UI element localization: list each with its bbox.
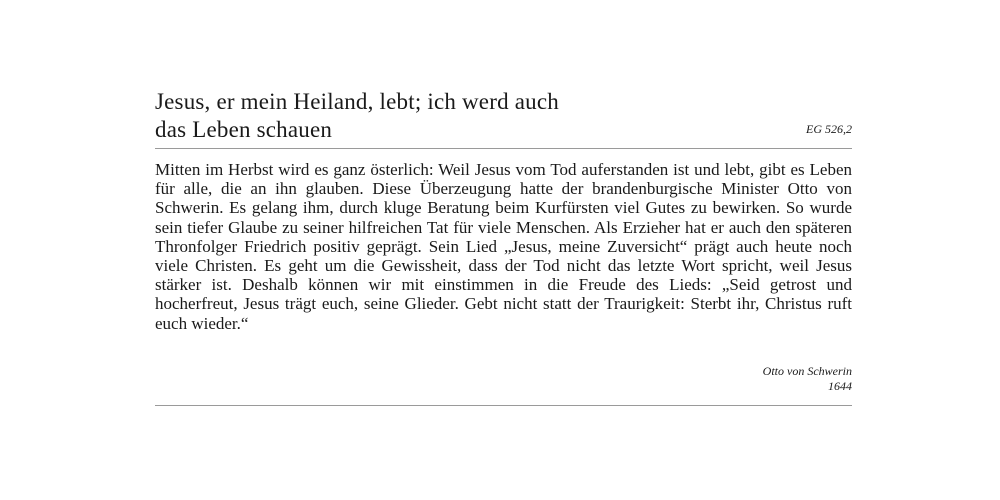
author-name: Otto von Schwerin (762, 363, 852, 378)
attribution (155, 364, 852, 394)
hymn-title-line-1: Jesus, er mein Heiland, lebt; ich werd auch (155, 89, 559, 114)
hymn-title (155, 88, 595, 144)
devotional-page (155, 88, 852, 406)
top-divider (155, 148, 852, 149)
bottom-divider (155, 405, 852, 406)
author-year: 1644 (828, 378, 852, 393)
hymn-title-line-2: das Leben schauen (155, 117, 333, 142)
hymnal-reference: EG 526,2 (806, 122, 852, 136)
devotion-text: Mitten im Herbst wird es ganz österlich: Weil Jesus vom Tod auferstanden ist und lebt, gibt es Leben für alle, die an ihn glauben. Diese Überzeugung hatte der brandenburgische Minister Otto von Schwerin. Es gelang ihm, durch kluge Beratung beim Kurfürsten viel Gutes zu bewirken. So wurde sein tiefer Glaube zu seiner hilfreichen Tat für viele Menschen. Als Erzieher hat er auch den späteren Thronfolger Friedrich positiv geprägt. Sein Lied „Jesus, meine Zuversicht“ prägt auch heute noch viele Christen. Es geht um die Gewissheit, dass der Tod nicht das letzte Wort spricht, weil Jesus stärker ist. Deshalb können wir mit einstimmen in die Freude des Lieds: „Seid getrost und hocherfreut, Jesus trägt euch, seine Glieder. Gebt nicht statt der Traurigkeit: Sterbt ihr, Christus ruft euch wieder.“ (155, 160, 852, 333)
hymn-header (155, 88, 852, 142)
